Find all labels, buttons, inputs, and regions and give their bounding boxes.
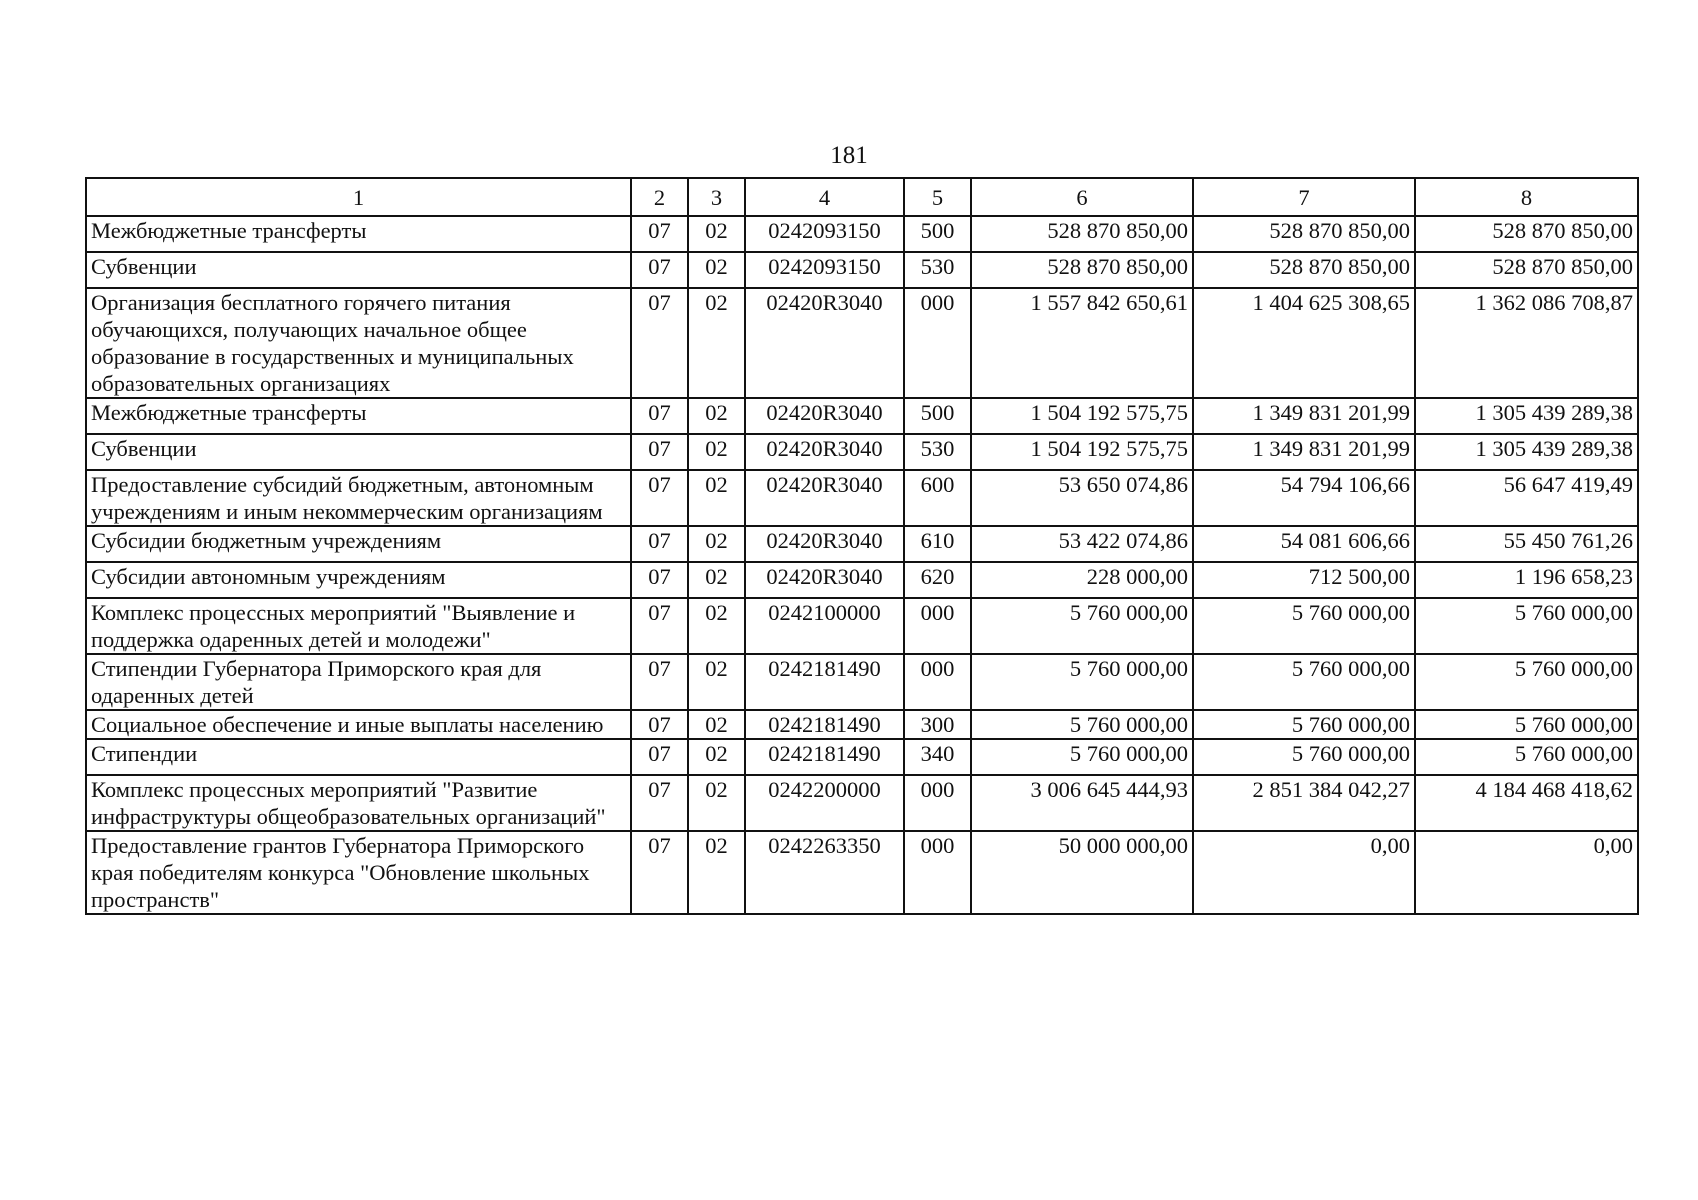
row-name: Предоставление грантов Губернатора Приморского края победителям конкурса "Обновление школьных пространств" (86, 831, 631, 914)
row-amount-col8: 5 760 000,00 (1415, 710, 1638, 739)
row-amount-col7: 528 870 850,00 (1193, 252, 1415, 288)
row-section: 07 (631, 710, 688, 739)
row-subsection: 02 (688, 654, 745, 710)
row-target-article: 02420R3040 (745, 398, 904, 434)
row-amount-col6: 528 870 850,00 (971, 252, 1193, 288)
row-subsection: 02 (688, 252, 745, 288)
table-row (86, 831, 1638, 914)
row-section: 07 (631, 216, 688, 252)
row-expense-type: 000 (904, 775, 971, 831)
row-name: Социальное обеспечение и иные выплаты населению (86, 710, 631, 739)
row-subsection: 02 (688, 216, 745, 252)
row-amount-col7: 712 500,00 (1193, 562, 1415, 598)
row-amount-col8: 5 760 000,00 (1415, 598, 1638, 654)
row-target-article: 02420R3040 (745, 526, 904, 562)
row-target-article: 02420R3040 (745, 470, 904, 526)
row-amount-col6: 1 504 192 575,75 (971, 398, 1193, 434)
row-amount-col8: 0,00 (1415, 831, 1638, 914)
row-amount-col7: 1 349 831 201,99 (1193, 398, 1415, 434)
row-name: Субсидии автономным учреждениям (86, 562, 631, 598)
row-name: Организация бесплатного горячего питания обучающихся, получающих начальное общее образование в государственных и муниципальных образовательных организациях (86, 288, 631, 398)
header-col-2: 2 (631, 178, 688, 216)
row-amount-col8: 1 305 439 289,38 (1415, 398, 1638, 434)
row-section: 07 (631, 434, 688, 470)
row-amount-col7: 1 349 831 201,99 (1193, 434, 1415, 470)
table-row (86, 598, 1638, 654)
row-target-article: 02420R3040 (745, 562, 904, 598)
row-amount-col7: 5 760 000,00 (1193, 739, 1415, 775)
row-target-article: 0242263350 (745, 831, 904, 914)
header-col-5: 5 (904, 178, 971, 216)
row-subsection: 02 (688, 710, 745, 739)
row-section: 07 (631, 654, 688, 710)
row-name: Межбюджетные трансферты (86, 216, 631, 252)
row-section: 07 (631, 252, 688, 288)
row-target-article: 0242181490 (745, 710, 904, 739)
row-amount-col6: 3 006 645 444,93 (971, 775, 1193, 831)
row-amount-col8: 4 184 468 418,62 (1415, 775, 1638, 831)
row-subsection: 02 (688, 526, 745, 562)
header-col-7: 7 (1193, 178, 1415, 216)
row-amount-col6: 53 422 074,86 (971, 526, 1193, 562)
table-row (86, 775, 1638, 831)
row-target-article: 0242181490 (745, 654, 904, 710)
row-amount-col8: 1 196 658,23 (1415, 562, 1638, 598)
row-section: 07 (631, 739, 688, 775)
row-amount-col7: 0,00 (1193, 831, 1415, 914)
row-expense-type: 000 (904, 288, 971, 398)
row-amount-col8: 5 760 000,00 (1415, 739, 1638, 775)
row-amount-col7: 5 760 000,00 (1193, 654, 1415, 710)
row-expense-type: 600 (904, 470, 971, 526)
table-row (86, 562, 1638, 598)
row-amount-col7: 1 404 625 308,65 (1193, 288, 1415, 398)
row-subsection: 02 (688, 598, 745, 654)
row-amount-col7: 2 851 384 042,27 (1193, 775, 1415, 831)
row-name: Предоставление субсидий бюджетным, автономным учреждениям и иным некоммерческим организациям (86, 470, 631, 526)
row-amount-col6: 5 760 000,00 (971, 710, 1193, 739)
row-subsection: 02 (688, 434, 745, 470)
row-section: 07 (631, 562, 688, 598)
row-amount-col6: 528 870 850,00 (971, 216, 1193, 252)
header-col-1: 1 (86, 178, 631, 216)
table-row (86, 288, 1638, 398)
table-row (86, 526, 1638, 562)
row-name: Субсидии бюджетным учреждениям (86, 526, 631, 562)
row-amount-col8: 56 647 419,49 (1415, 470, 1638, 526)
row-name: Комплекс процессных мероприятий "Развитие инфраструктуры общеобразовательных организаций" (86, 775, 631, 831)
header-col-8: 8 (1415, 178, 1638, 216)
table-row (86, 434, 1638, 470)
row-name: Межбюджетные трансферты (86, 398, 631, 434)
row-expense-type: 610 (904, 526, 971, 562)
row-section: 07 (631, 288, 688, 398)
row-subsection: 02 (688, 775, 745, 831)
row-amount-col8: 1 305 439 289,38 (1415, 434, 1638, 470)
row-expense-type: 530 (904, 434, 971, 470)
row-expense-type: 300 (904, 710, 971, 739)
row-section: 07 (631, 398, 688, 434)
row-amount-col8: 1 362 086 708,87 (1415, 288, 1638, 398)
header-col-3: 3 (688, 178, 745, 216)
row-section: 07 (631, 470, 688, 526)
row-name: Субвенции (86, 252, 631, 288)
row-expense-type: 500 (904, 216, 971, 252)
row-name: Комплекс процессных мероприятий "Выявление и поддержка одаренных детей и молодежи" (86, 598, 631, 654)
table-row (86, 470, 1638, 526)
row-amount-col6: 228 000,00 (971, 562, 1193, 598)
row-subsection: 02 (688, 831, 745, 914)
row-expense-type: 340 (904, 739, 971, 775)
row-name: Субвенции (86, 434, 631, 470)
row-subsection: 02 (688, 562, 745, 598)
row-amount-col6: 53 650 074,86 (971, 470, 1193, 526)
row-target-article: 02420R3040 (745, 288, 904, 398)
row-target-article: 0242181490 (745, 739, 904, 775)
header-col-4: 4 (745, 178, 904, 216)
row-amount-col8: 528 870 850,00 (1415, 216, 1638, 252)
row-subsection: 02 (688, 398, 745, 434)
row-section: 07 (631, 831, 688, 914)
row-subsection: 02 (688, 739, 745, 775)
row-amount-col7: 54 081 606,66 (1193, 526, 1415, 562)
row-amount-col6: 5 760 000,00 (971, 654, 1193, 710)
row-amount-col8: 528 870 850,00 (1415, 252, 1638, 288)
row-amount-col6: 1 557 842 650,61 (971, 288, 1193, 398)
row-target-article: 0242100000 (745, 598, 904, 654)
row-amount-col8: 55 450 761,26 (1415, 526, 1638, 562)
row-subsection: 02 (688, 470, 745, 526)
table-row (86, 252, 1638, 288)
row-target-article: 0242200000 (745, 775, 904, 831)
header-row (86, 178, 1638, 216)
row-amount-col6: 50 000 000,00 (971, 831, 1193, 914)
row-expense-type: 000 (904, 598, 971, 654)
row-section: 07 (631, 775, 688, 831)
row-amount-col6: 1 504 192 575,75 (971, 434, 1193, 470)
row-expense-type: 000 (904, 654, 971, 710)
row-target-article: 02420R3040 (745, 434, 904, 470)
row-amount-col7: 528 870 850,00 (1193, 216, 1415, 252)
table-row (86, 398, 1638, 434)
row-amount-col7: 5 760 000,00 (1193, 710, 1415, 739)
header-col-6: 6 (971, 178, 1193, 216)
row-amount-col6: 5 760 000,00 (971, 598, 1193, 654)
row-subsection: 02 (688, 288, 745, 398)
row-name: Стипендии (86, 739, 631, 775)
row-target-article: 0242093150 (745, 216, 904, 252)
row-target-article: 0242093150 (745, 252, 904, 288)
row-expense-type: 000 (904, 831, 971, 914)
table-row (86, 710, 1638, 739)
row-section: 07 (631, 598, 688, 654)
budget-table (85, 177, 1639, 915)
row-section: 07 (631, 526, 688, 562)
row-expense-type: 620 (904, 562, 971, 598)
row-name: Стипендии Губернатора Приморского края для одаренных детей (86, 654, 631, 710)
row-expense-type: 500 (904, 398, 971, 434)
row-expense-type: 530 (904, 252, 971, 288)
row-amount-col6: 5 760 000,00 (971, 739, 1193, 775)
table-row (86, 654, 1638, 710)
row-amount-col8: 5 760 000,00 (1415, 654, 1638, 710)
table-row (86, 216, 1638, 252)
page-number: 181 (830, 142, 868, 169)
row-amount-col7: 5 760 000,00 (1193, 598, 1415, 654)
row-amount-col7: 54 794 106,66 (1193, 470, 1415, 526)
table-row (86, 739, 1638, 775)
